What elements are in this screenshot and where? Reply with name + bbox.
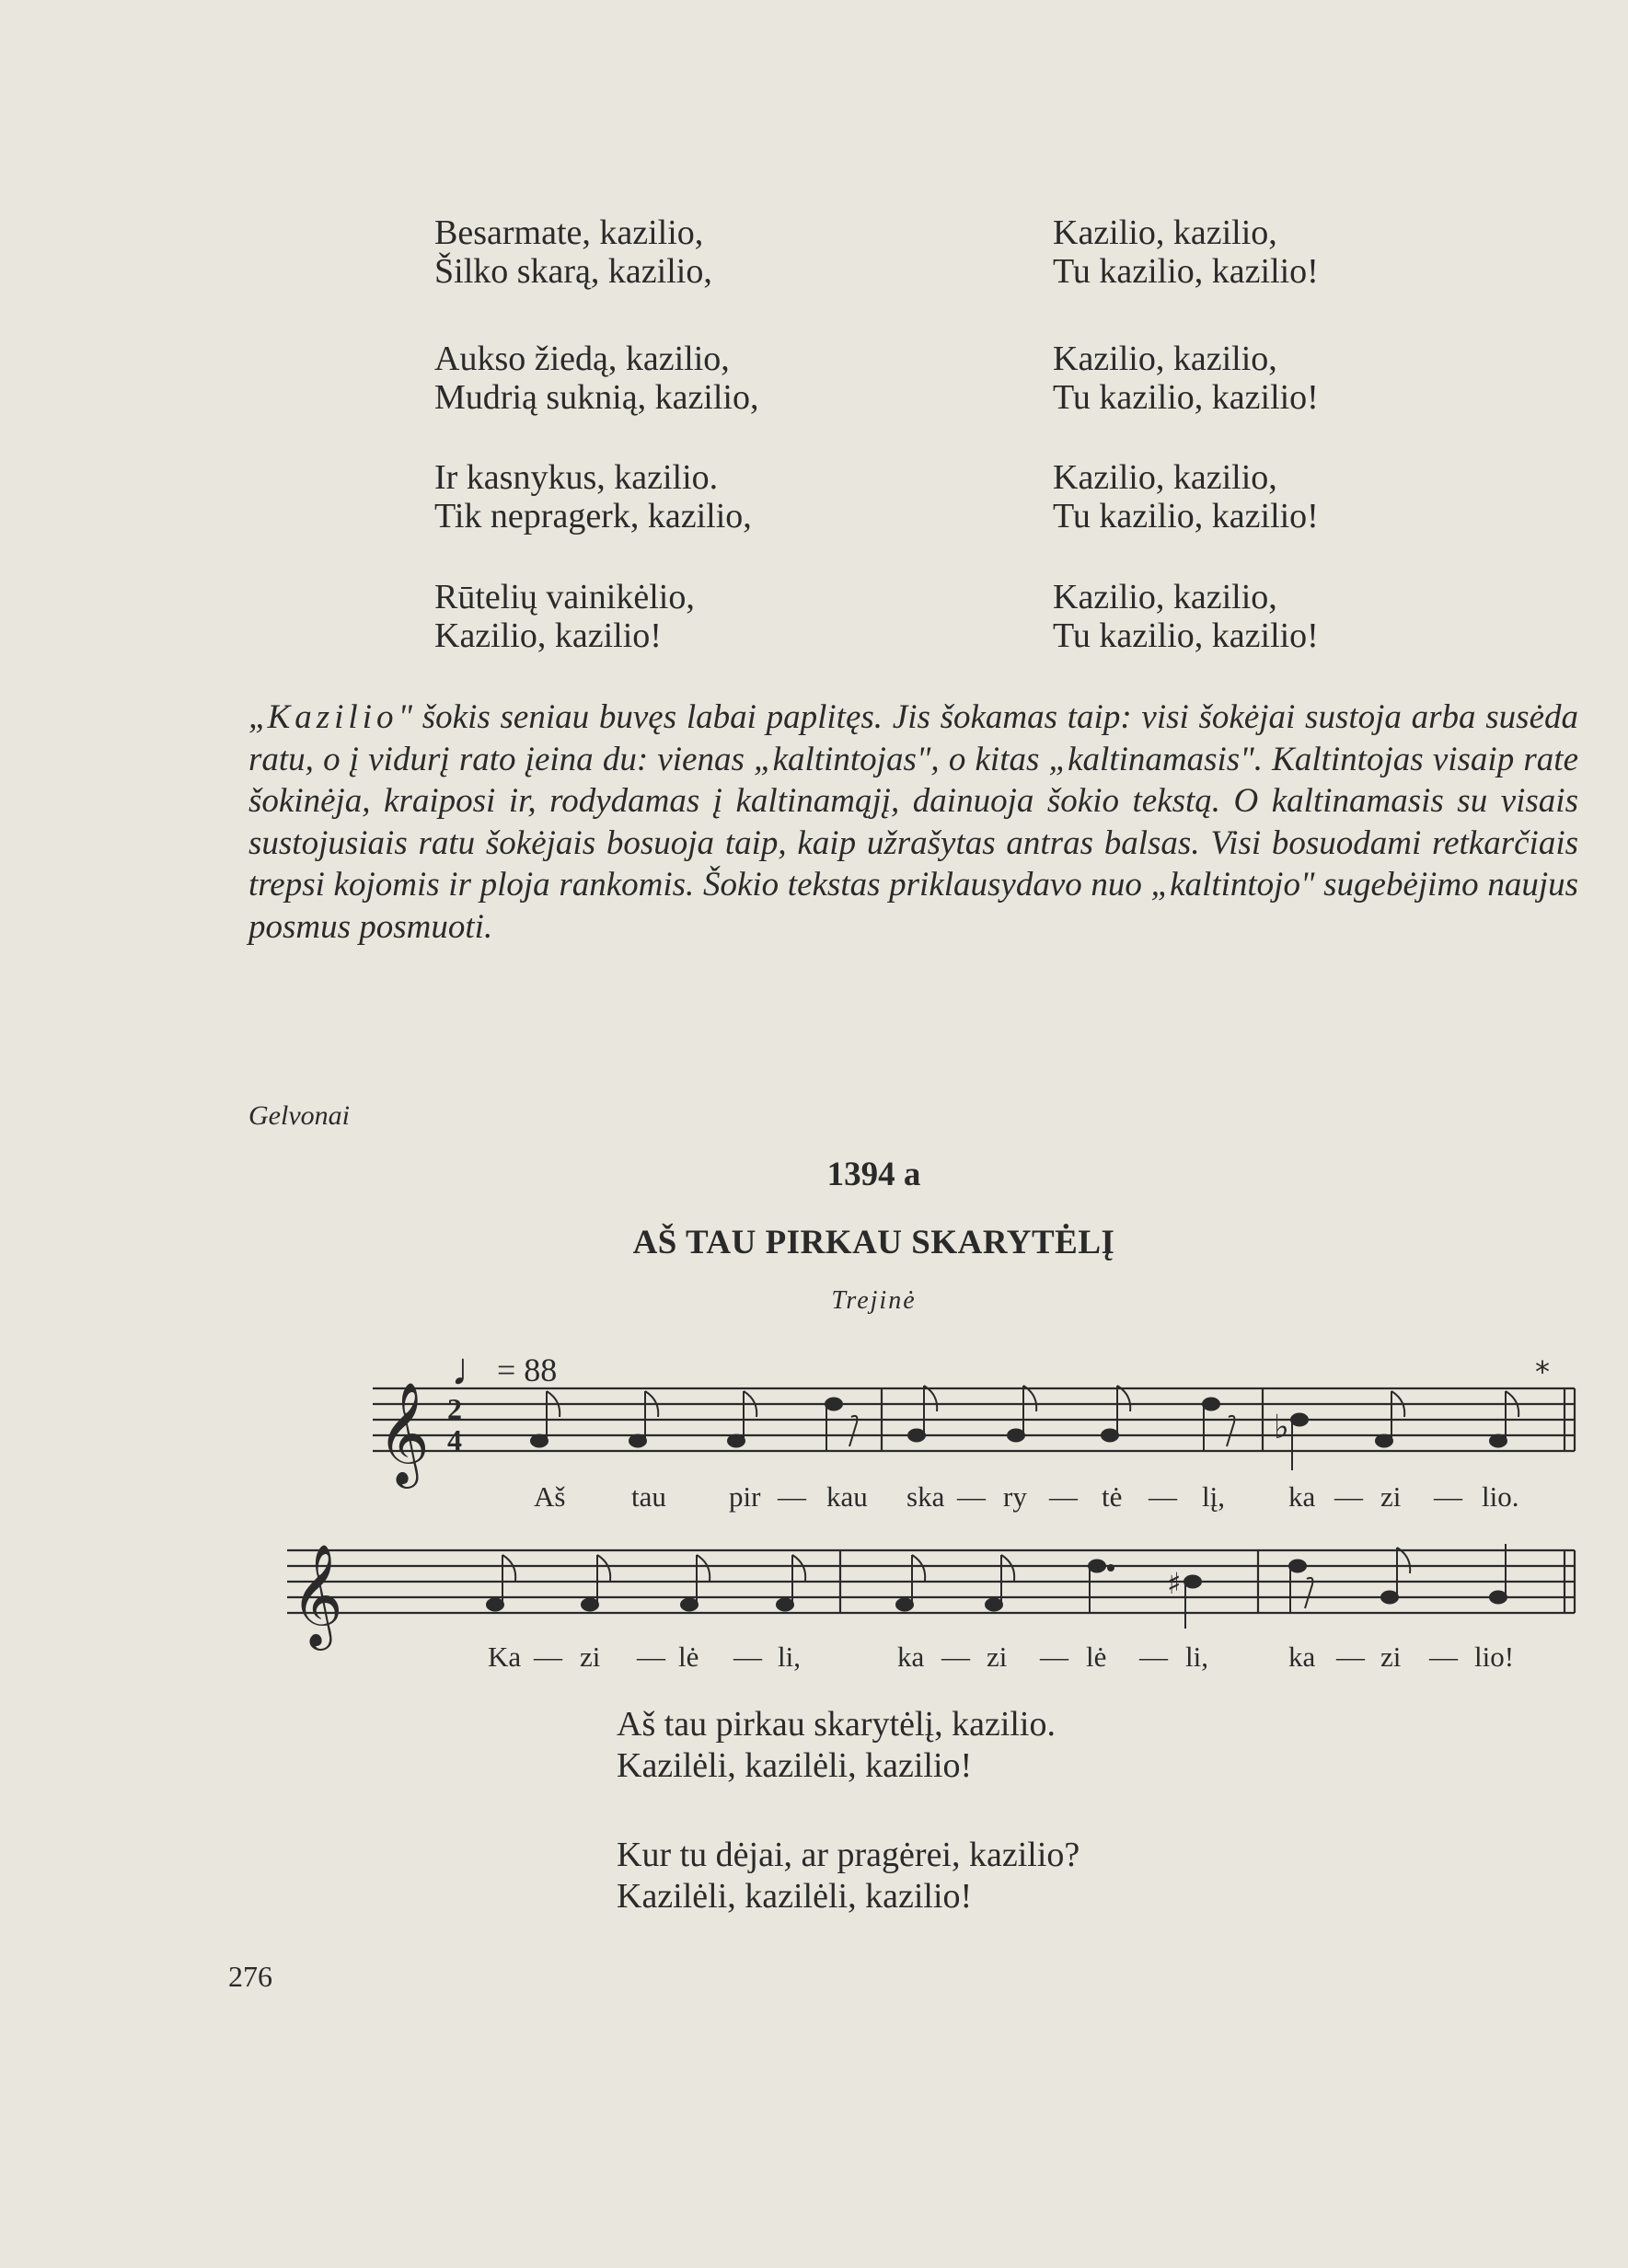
lyric-syllable: tė bbox=[1102, 1480, 1123, 1513]
lyric-hyphen: — bbox=[778, 1480, 806, 1513]
closing-verses bbox=[617, 1704, 1080, 1917]
time-signature-top: 2 bbox=[447, 1392, 462, 1425]
lyric-syllable: zi bbox=[580, 1641, 601, 1673]
lyric-syllable: ka bbox=[897, 1641, 925, 1673]
verse-line: Tu kazilio, kazilio! bbox=[1053, 616, 1319, 655]
eighth-note-icon bbox=[1203, 1399, 1219, 1453]
eighth-note-icon bbox=[1381, 1548, 1410, 1604]
lyric-hyphen: — bbox=[1429, 1641, 1458, 1673]
lyric-hyphen: — bbox=[1040, 1641, 1068, 1673]
eighth-note-icon bbox=[1102, 1386, 1130, 1442]
lyric-hyphen: — bbox=[1434, 1480, 1462, 1513]
lyric-syllable: li, bbox=[1185, 1641, 1208, 1673]
lyric-syllable: zi bbox=[1380, 1480, 1402, 1513]
verse-line: Ir kasnykus, kazilio. bbox=[434, 458, 719, 497]
lyric-syllable: li, bbox=[778, 1641, 801, 1673]
verse-line: Tu kazilio, kazilio! bbox=[1053, 497, 1319, 535]
verse-line: Kazilėli, kazilėli, kazilio! bbox=[617, 1746, 973, 1785]
verse-line: Kazilio, kazilio, bbox=[1053, 458, 1277, 497]
lyric-syllable: ka bbox=[1288, 1480, 1316, 1513]
eighth-note-icon bbox=[1008, 1386, 1036, 1442]
lyric-syllable: pir bbox=[729, 1480, 761, 1513]
lyric-syllable: ska bbox=[906, 1480, 945, 1513]
verse-line: Aš tau pirkau skarytėlį, kazilio. bbox=[617, 1705, 1056, 1744]
lyric-syllable: lė bbox=[1086, 1641, 1107, 1673]
verse-line: Tik nepragerk, kazilio, bbox=[434, 497, 752, 535]
time-signature-bottom: 4 bbox=[447, 1423, 462, 1456]
verse-line: Mudrią suknią, kazilio, bbox=[434, 378, 759, 417]
eighth-note-icon bbox=[826, 1399, 842, 1453]
svg-text:♯: ♯ bbox=[1167, 1566, 1182, 1601]
lyric-hyphen: — bbox=[1139, 1641, 1168, 1673]
lyric-syllable: ry bbox=[1003, 1480, 1027, 1513]
eighth-note-icon bbox=[487, 1555, 515, 1611]
staff-line-1 bbox=[373, 1388, 1575, 1451]
lyric-hyphen: — bbox=[1336, 1641, 1365, 1673]
eighth-note-icon bbox=[1289, 1560, 1306, 1615]
verse-line: Besarmate, kazilio, bbox=[434, 213, 704, 252]
lyric-syllable: Aš bbox=[534, 1480, 566, 1513]
verse-line: Kazilio, kazilio, bbox=[1053, 340, 1277, 378]
quarter-note-icon: ♩ bbox=[451, 1343, 497, 1395]
lyric-syllable: zi bbox=[987, 1641, 1008, 1673]
lyric-syllable: ka bbox=[1288, 1641, 1316, 1673]
eighth-note-icon bbox=[777, 1555, 805, 1611]
lyric-hyphen: — bbox=[941, 1641, 970, 1673]
lyric-hyphen: — bbox=[1334, 1480, 1363, 1513]
verse-line: Šilko skarą, kazilio, bbox=[434, 252, 712, 291]
svg-text:♭: ♭ bbox=[1274, 1409, 1289, 1446]
verse-line: Kazilio, kazilio! bbox=[434, 616, 662, 655]
lyric-syllable: Ka bbox=[488, 1641, 522, 1673]
dance-name: Kazilio bbox=[267, 698, 398, 736]
commentary-text: " šokis seniau buvęs labai paplitęs. Jis šokamas taip: visi šokėjai sustoja arba susėda ratu, o į vidurį rato įeina du: vienas „kaltintojas", o kitas „kaltinamasis". Kaltintojas visaip rate šokinėja, kraiposi ir, rodydamas į kaltinamąjį, dainuoja šokio tekstą. O kaltinamasis su visais sustojusiais ratu šokėjais bosuoja taip, kaip užrašytas antras balsas. Visi bosuodami retkarčiais trepsi kojomis ir ploja rankomis. Šokio tekstas priklausydavo nuo „kaltintojo" sugebėjimo naujus posmus posmuoti. bbox=[248, 698, 1578, 946]
eighth-note-icon bbox=[908, 1386, 937, 1442]
lyric-hyphen: — bbox=[534, 1641, 562, 1673]
opening-quote: „ bbox=[248, 698, 268, 736]
treble-clef-icon: 𝄞 bbox=[377, 1381, 430, 1484]
verse-line: Rūtelių vainikėlio, bbox=[434, 578, 695, 616]
quarter-note-icon bbox=[1490, 1544, 1507, 1604]
verse-line: Kazilio, kazilio, bbox=[1053, 213, 1277, 252]
song-title: AŠ TAU PIRKAU SKARYTĖLĮ bbox=[632, 1224, 1115, 1261]
lyric-syllable: kau bbox=[826, 1480, 868, 1513]
verse-line: Kazilio, kazilio, bbox=[1053, 578, 1277, 616]
eighth-note-icon bbox=[896, 1555, 925, 1611]
lyric-syllable: lį, bbox=[1202, 1480, 1225, 1513]
verse-line: Tu kazilio, kazilio! bbox=[1053, 378, 1319, 417]
lyric-hyphen: — bbox=[957, 1480, 986, 1513]
verse-line: Kur tu dėjai, ar pragėrei, kazilio? bbox=[617, 1836, 1080, 1874]
eighth-note-icon bbox=[582, 1555, 610, 1611]
lyric-syllable: lio. bbox=[1482, 1480, 1519, 1513]
page-number: 276 bbox=[228, 1960, 272, 1993]
flat-note-icon bbox=[1274, 1409, 1308, 1470]
song-subtitle: Trejinė bbox=[831, 1286, 917, 1315]
verse-line: Kazilėli, kazilėli, kazilio! bbox=[617, 1877, 973, 1916]
tempo-value: = 88 bbox=[497, 1352, 558, 1388]
lyric-syllable: tau bbox=[631, 1480, 666, 1513]
treble-clef-icon: 𝄞 bbox=[291, 1543, 343, 1646]
lyric-hyphen: — bbox=[637, 1641, 665, 1673]
asterisk-mark: * bbox=[1535, 1354, 1550, 1389]
lyric-hyphen: — bbox=[1049, 1480, 1078, 1513]
eighth-note-icon bbox=[986, 1555, 1014, 1611]
source-location: Gelvonai bbox=[248, 1100, 350, 1131]
song-number: 1394 a bbox=[826, 1156, 921, 1193]
dotted-eighth-note-icon bbox=[1089, 1560, 1114, 1615]
eighth-note-icon bbox=[681, 1555, 710, 1611]
lyric-hyphen: — bbox=[1149, 1480, 1177, 1513]
verse-line: Aukso žiedą, kazilio, bbox=[434, 340, 730, 378]
verse-line: Tu kazilio, kazilio! bbox=[1053, 252, 1319, 291]
lyric-syllable: lio! bbox=[1474, 1641, 1515, 1673]
staff-line-2 bbox=[287, 1550, 1575, 1613]
lyric-syllable: lė bbox=[678, 1641, 699, 1673]
lyric-hyphen: — bbox=[733, 1641, 762, 1673]
lyric-syllable: zi bbox=[1380, 1641, 1402, 1673]
